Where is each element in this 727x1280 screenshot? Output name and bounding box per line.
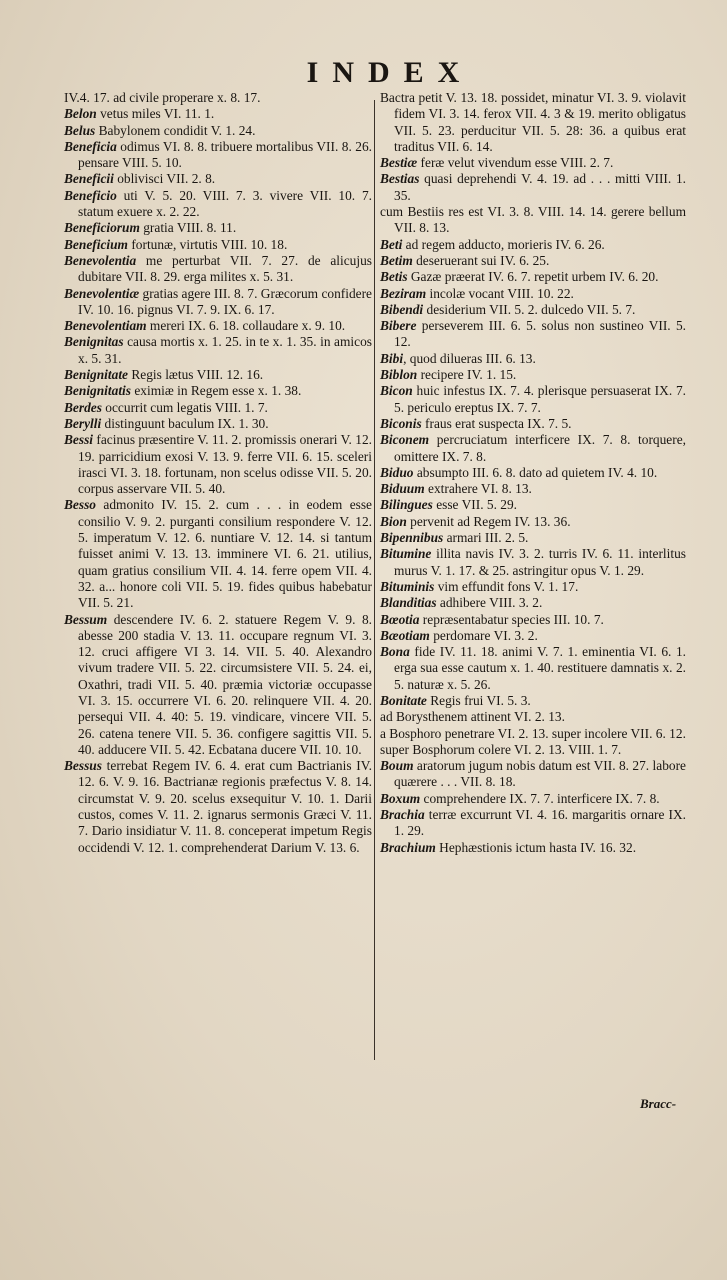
entry-headword: Benignitate bbox=[64, 367, 128, 383]
entry-references: gratias agere III. 8. 7. Græcorum confidere IV. 10. 16. pignus VI. 7. 9. IX. 6. 17. bbox=[78, 285, 372, 317]
index-entry bbox=[380, 742, 686, 758]
entry-headword: Bicon bbox=[380, 383, 413, 399]
entry-references: gratia VIII. 8. 11. bbox=[139, 220, 237, 236]
entry-headword: Benevolentia bbox=[64, 252, 137, 268]
entry-references: huic infestus IX. 7. 4. plerisque persuaserat IX. 7. 5. periculo ereptus IX. 7. 7. bbox=[394, 383, 686, 415]
entry-references: recipere IV. 1. 15. bbox=[417, 367, 517, 383]
entry-references: absumpto III. 6. 8. dato ad quietem IV. 4. 10. bbox=[413, 464, 658, 480]
entry-headword: Benignitas bbox=[64, 334, 124, 350]
index-entry bbox=[64, 400, 372, 416]
entry-references: desiderium VII. 5. 2. dulcedo VII. 5. 7. bbox=[423, 301, 636, 317]
index-entry bbox=[64, 188, 372, 221]
entry-headword: Brachium bbox=[380, 839, 436, 855]
entry-references: oblivisci VII. 2. 8. bbox=[113, 171, 216, 187]
index-entry bbox=[64, 123, 372, 139]
entry-headword: Beneficium bbox=[64, 236, 128, 252]
entry-references: fortunæ, virtutis VIII. 10. 18. bbox=[127, 236, 288, 252]
index-entry bbox=[380, 465, 686, 481]
index-entry bbox=[380, 514, 686, 530]
entry-references: descendere IV. 6. 2. statuere Regem V. 9. 8. abesse 200 stadia V. 13. 11. occupare regnum VI. 3. 12. cruci affigere VI 3. 14. VII. 5. 40. Alexandro vivum tradere VII. 5. 22. circumsistere VII. 5. 24. ei, Oxathri, tradi VII. 5. 40. præmia victoriæ occupasse VI. 3. 15. occurrere VI. 6. 20. relinquere VII. 4. 20. persequi VII. 4. 40: 5. 19. vindicare, vincere VII. 5. 26. catena tenere VII. 5. 36. configere sagittis VII. 5. 40. adducere VII. 5. 42. Ecbatana ducere VII. 10. 10. bbox=[78, 611, 372, 757]
entry-headword: Bessi bbox=[64, 432, 94, 448]
entry-references: perseverem III. 6. 5. solus non sustineo VII. 5. 12. bbox=[394, 318, 686, 350]
entry-headword: Bituminis bbox=[380, 578, 435, 594]
entry-headword: Bipennibus bbox=[380, 530, 444, 546]
entry-references: odimus VI. 8. 8. tribuere mortalibus VII. 8. 26. pensare VIII. 5. 10. bbox=[78, 138, 372, 171]
entry-references: terrebat Regem IV. 6. 4. erat cum Bactrianis IV. 12. 6. V. 9. 16. Bactrianæ regionis præfectus V. 8. 14. circumstat V. 9. 20. scelus exsequitur V. 10. 1. Darii custos, comes V. 11. 2. ignarus sermonis Græci V. 11. 7. Dario insidiatur V. 11. 8. conceperat impetum Regis occidendi V. 12. 1. comprehenderat Darium V. 13. 6. bbox=[78, 758, 372, 855]
index-entry bbox=[380, 318, 686, 351]
entry-headword: Betim bbox=[380, 252, 413, 268]
entry-references: a Bosphoro penetrare VI. 2. 13. super incolere VII. 6. 12. bbox=[380, 725, 686, 741]
entry-headword: Biconem bbox=[380, 432, 430, 448]
entry-references: pervenit ad Regem IV. 13. 36. bbox=[406, 513, 571, 529]
entry-references: uti V. 5. 20. VIII. 7. 3. vivere VII. 10. 7. statum exuere x. 2. 22. bbox=[78, 187, 372, 220]
index-entry bbox=[380, 530, 686, 546]
entry-headword: Bestias bbox=[380, 171, 420, 187]
entry-references: terræ excurrunt VI. 4. 16. margaritis ornare IX. 1. 29. bbox=[394, 807, 686, 839]
index-entry bbox=[64, 139, 372, 172]
entry-references: armari III. 2. 5. bbox=[443, 530, 529, 546]
entry-headword: Belus bbox=[64, 122, 96, 138]
entry-references: fide IV. 11. 18. animi V. 7. 1. eminentia VI. 6. 1. erga sua esse cautum x. 1. 40. restituere damnatis x. 2. 5. naturæ x. 5. 26. bbox=[394, 644, 686, 692]
index-entry bbox=[380, 497, 686, 513]
left-column bbox=[64, 90, 372, 856]
index-entry bbox=[380, 351, 686, 367]
entry-references: super Bosphorum colere VI. 2. 13. VIII. 1. 7. bbox=[380, 741, 622, 757]
entry-references: Regis frui VI. 5. 3. bbox=[426, 692, 531, 708]
entry-references: Babylonem condidit V. 1. 24. bbox=[95, 122, 256, 138]
entry-references: aratorum jugum nobis datum est VII. 8. 27. labore quærere . . . VII. 8. 18. bbox=[394, 758, 686, 790]
entry-headword: Bilingues bbox=[380, 497, 433, 513]
entry-headword: Bæotiam bbox=[380, 627, 430, 643]
index-entry bbox=[380, 269, 686, 285]
entry-headword: Benevolentiæ bbox=[64, 285, 140, 301]
index-entry bbox=[380, 546, 686, 579]
entry-references: Gazæ præerat IV. 6. 7. repetit urbem IV. 6. 20. bbox=[407, 269, 659, 285]
index-entry bbox=[380, 286, 686, 302]
entry-references: admonito IV. 15. 2. cum . . . in eodem esse consilio V. 9. 2. purganti consilium respondere V. 12. 5. imperatum V. 12. 6. nuntiare V. 12. 14. si tantum fuisset animi V. 13. 13. imminere VI. 6. 21. utilius, quam gratius consilium VII. 4. 14. ferre opem VII. 4. 32. a... honore coli VII. 5. 19. fides quibus habebatur VII. 5. 21. bbox=[78, 497, 372, 611]
entry-headword: Bibendi bbox=[380, 301, 424, 317]
entry-references: percruciatum interficere IX. 7. 8. torquere, omittere IX. 7. 8. bbox=[394, 432, 686, 464]
index-entry bbox=[64, 171, 372, 187]
index-entry bbox=[380, 237, 686, 253]
entry-headword: Boum bbox=[380, 758, 414, 774]
index-entry bbox=[380, 726, 686, 742]
index-entry bbox=[64, 432, 372, 497]
entry-headword: Biduum bbox=[380, 481, 425, 497]
entry-references: mereri IX. 6. 18. collaudare x. 9. 10. bbox=[146, 318, 346, 334]
index-entry bbox=[64, 286, 372, 319]
index-entry bbox=[380, 432, 686, 465]
entry-references: facinus præsentire V. 11. 2. promissis onerari V. 12. 19. parricidium exosi V. 13. 9. ferre VII. 6. 15. sceleri irasci VI. 3. 18. fortunam, non scelus odisse VII. 5. 20. corpus asservare VII. 5. 40. bbox=[78, 432, 372, 497]
entry-headword: Bona bbox=[380, 644, 410, 660]
entry-headword: Boxum bbox=[380, 790, 421, 806]
entry-references: repræsentabatur species III. 10. 7. bbox=[419, 611, 604, 627]
column-divider bbox=[374, 100, 375, 1060]
entry-headword: Bibi bbox=[380, 350, 404, 366]
index-entry bbox=[380, 612, 686, 628]
entry-headword: Benignitatis bbox=[64, 383, 131, 399]
entry-references: ad regem adducto, morieris IV. 6. 26. bbox=[402, 236, 605, 252]
entry-references: deseruerant sui IV. 6. 25. bbox=[412, 252, 550, 268]
index-entry bbox=[64, 237, 372, 253]
entry-headword: Beneficiorum bbox=[64, 220, 140, 236]
entry-references: adhibere VIII. 3. 2. bbox=[436, 595, 543, 611]
entry-headword: Beneficio bbox=[64, 187, 117, 203]
index-entry bbox=[380, 90, 686, 155]
entry-references: extrahere VI. 8. 13. bbox=[424, 481, 532, 497]
index-entry bbox=[64, 220, 372, 236]
entry-references: vetus miles VI. 11. 1. bbox=[96, 106, 215, 122]
entry-headword: Berdes bbox=[64, 399, 102, 415]
entry-headword: Belon bbox=[64, 106, 97, 122]
index-entry bbox=[64, 497, 372, 611]
entry-references: perdomare VI. 3. 2. bbox=[429, 627, 538, 643]
index-entry bbox=[64, 758, 372, 856]
index-entry bbox=[64, 318, 372, 334]
index-entry bbox=[380, 204, 686, 237]
index-entry bbox=[380, 155, 686, 171]
index-entry bbox=[64, 383, 372, 399]
entry-headword: Bestiæ bbox=[380, 155, 418, 171]
index-entry bbox=[380, 644, 686, 693]
entry-references: Bactra petit V. 13. 18. possidet, minatur VI. 3. 9. violavit fidem VI. 3. 14. ferox VII. 4. 3 & 19. merito obligatus VII. 5. 23. perducitur VII. 5. 28: 36. a quibus erat traditus VII. 6. 14. bbox=[380, 90, 686, 154]
entry-references: comprehendere IX. 7. 7. interficere IX. 7. 8. bbox=[420, 790, 660, 806]
entry-references: Regis lætus VIII. 12. 16. bbox=[128, 367, 264, 383]
index-entry bbox=[64, 612, 372, 759]
entry-headword: Blanditias bbox=[380, 595, 437, 611]
entry-headword: Bibere bbox=[380, 318, 417, 334]
index-entry bbox=[64, 367, 372, 383]
entry-headword: Beziram bbox=[380, 285, 427, 301]
entry-headword: Biblon bbox=[380, 367, 418, 383]
catchword: Bracc- bbox=[640, 1096, 677, 1111]
entry-headword: Bessus bbox=[64, 758, 102, 774]
index-entry bbox=[380, 693, 686, 709]
index-entry bbox=[380, 253, 686, 269]
entry-headword: Bessum bbox=[64, 611, 108, 627]
entry-references: quasi deprehendi V. 4. 19. ad . . . mitti VIII. 1. 35. bbox=[394, 171, 686, 203]
entry-headword: Biconis bbox=[380, 415, 422, 431]
entry-headword: Bœotia bbox=[380, 611, 420, 627]
entry-references: causa mortis x. 1. 25. in te x. 1. 35. in amicos x. 5. 31. bbox=[78, 334, 372, 366]
index-entry bbox=[380, 791, 686, 807]
entry-references: , quod dilueras III. 6. 13. bbox=[403, 350, 536, 366]
entry-references: feræ velut vivendum esse VIII. 2. 7. bbox=[417, 155, 614, 171]
index-entry bbox=[380, 709, 686, 725]
index-entry bbox=[380, 481, 686, 497]
index-entry bbox=[380, 416, 686, 432]
entry-references: occurrit cum legatis VIII. 1. 7. bbox=[101, 399, 268, 415]
index-entry bbox=[380, 840, 686, 856]
entry-references: ad Borysthenem attinent VI. 2. 13. bbox=[380, 709, 565, 725]
entry-references: Hephæstionis ictum hasta IV. 16. 32. bbox=[435, 839, 637, 855]
entry-references: fraus erat suspecta IX. 7. 5. bbox=[421, 415, 572, 431]
entry-references: eximiæ in Regem esse x. 1. 38. bbox=[130, 383, 302, 399]
entry-references: me perturbat VII. 7. 27. de alicujus dubitare VII. 8. 29. erga milites x. 5. 31. bbox=[78, 252, 372, 285]
index-entry bbox=[64, 253, 372, 286]
index-entry bbox=[380, 579, 686, 595]
page-header: INDEX bbox=[306, 56, 474, 89]
index-entry bbox=[380, 171, 686, 204]
index-entry bbox=[64, 416, 372, 432]
entry-headword: Beti bbox=[380, 236, 403, 252]
index-entry bbox=[380, 628, 686, 644]
entry-headword: Berylli bbox=[64, 415, 102, 431]
entry-references: incolæ vocant VIII. 10. 22. bbox=[426, 285, 574, 301]
right-column bbox=[380, 90, 686, 856]
entry-headword: Bonitate bbox=[380, 692, 427, 708]
index-entry bbox=[380, 302, 686, 318]
entry-headword: Betis bbox=[380, 269, 408, 285]
entry-headword: Biduo bbox=[380, 464, 414, 480]
index-entry bbox=[64, 334, 372, 367]
entry-headword: Bion bbox=[380, 513, 407, 529]
index-entry bbox=[380, 758, 686, 791]
entry-headword: Brachia bbox=[380, 807, 425, 823]
entry-references: illita navis IV. 3. 2. turris IV. 6. 11. interlitus murus V. 1. 17. & 25. astringitur opus V. 1. 29. bbox=[394, 546, 686, 578]
entry-references: vim effundit fons V. 1. 17. bbox=[434, 578, 579, 594]
index-entry bbox=[64, 90, 372, 106]
entry-headword: Besso bbox=[64, 497, 96, 513]
entry-headword: Beneficia bbox=[64, 138, 117, 154]
entry-references: esse VII. 5. 29. bbox=[432, 497, 518, 513]
entry-headword: Benevolentiam bbox=[64, 318, 147, 334]
index-entry bbox=[380, 383, 686, 416]
entry-references: distinguunt baculum IX. 1. 30. bbox=[101, 415, 269, 431]
entry-headword: Bitumine bbox=[380, 546, 432, 562]
index-entry bbox=[64, 106, 372, 122]
index-entry bbox=[380, 367, 686, 383]
index-entry bbox=[380, 807, 686, 840]
entry-references: IV.4. 17. ad civile properare x. 8. 17. bbox=[64, 90, 261, 105]
index-entry bbox=[380, 595, 686, 611]
entry-references: cum Bestiis res est VI. 3. 8. VIII. 14. 14. gerere bellum VII. 8. 13. bbox=[380, 204, 686, 236]
entry-headword: Beneficii bbox=[64, 171, 114, 187]
